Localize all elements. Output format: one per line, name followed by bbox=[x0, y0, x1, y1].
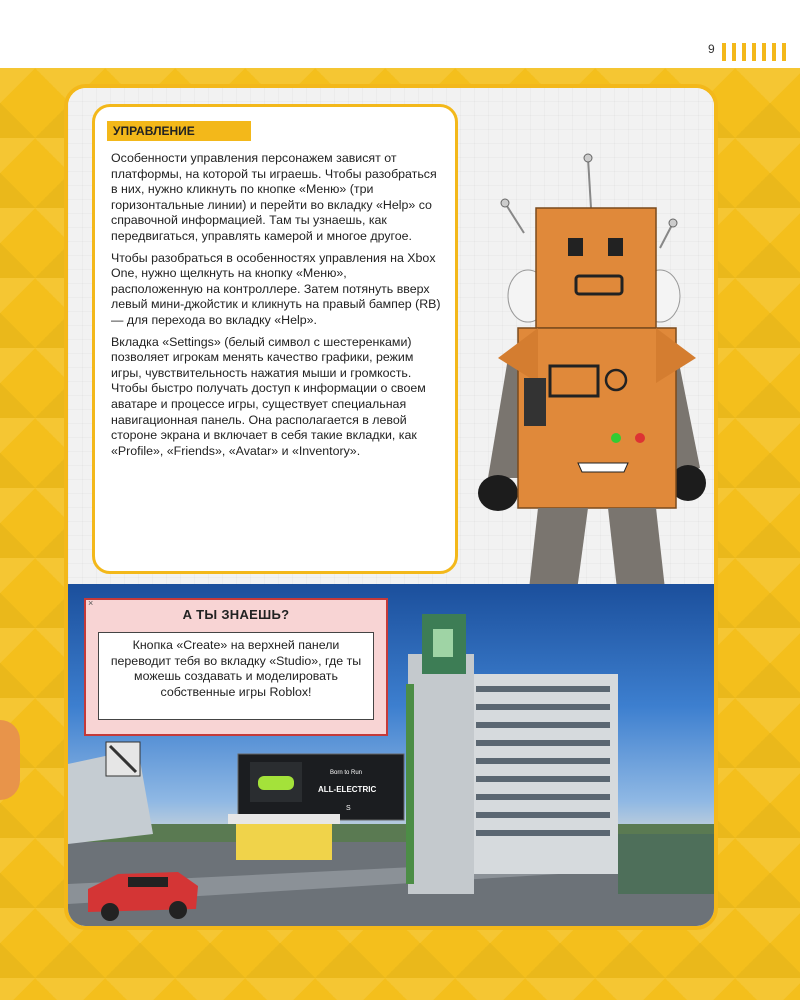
did-you-know-title: А ТЫ ЗНАЕШЬ? bbox=[182, 607, 290, 622]
did-you-know-box bbox=[84, 598, 388, 736]
controls-paragraph-2: Чтобы разобраться в особенностях управления на Xbox One, нужно щелкнуть на кнопку «Меню», расположенную на контроллере. Затем потянуть вверх левый мини-джойстик и кликнуть на правый бампер (RB) — для перехода во вкладку «Help». bbox=[111, 250, 441, 327]
background-character-fragment bbox=[0, 720, 20, 800]
content-card bbox=[64, 84, 718, 930]
billboard-line-1: Born to Run bbox=[330, 770, 363, 776]
controls-paragraph-1: Особенности управления персонажем зависят от платформы, на которой ты играешь. Чтобы разобраться в них, нужно кликнуть по кнопке «Меню» (три горизонтальные линии) и перейти во вкладку «Help» со справочной информацией. Там ты узнаешь, как передвигаться, управлять камерой и многое другое. bbox=[111, 151, 437, 243]
billboard-line-3: S bbox=[346, 805, 351, 812]
robot-avatar-image bbox=[428, 148, 708, 588]
controls-paragraph-3: Вкладка «Settings» (белый символ с шестеренками) позволяет игрокам менять качество графики, режим игры, чувствительность нажатия мыши и громкость. Чтобы быстро получать доступ к информации о своем аватаре и процессе игры, существует специальная навигационная панель. Она располагается в левой стороне экрана и включает в себя такие вкладки, как «Profile», «Friends», «Avatar» и «Inventory». bbox=[111, 334, 426, 458]
section-heading: УПРАВЛЕНИЕ bbox=[107, 121, 251, 141]
controls-text-box bbox=[92, 104, 458, 574]
page-header bbox=[0, 0, 800, 68]
close-icon: × bbox=[88, 598, 94, 608]
page-stripes-decoration bbox=[722, 43, 786, 61]
did-you-know-text: Кнопка «Create» на верхней панели переводит тебя во вкладку «Studio», где ты можешь создавать и моделировать собственные игры Roblox! bbox=[98, 632, 374, 720]
billboard-line-2: ALL-ELECTRIC bbox=[318, 785, 377, 794]
game-screenshot bbox=[68, 584, 714, 930]
page-number: 9 bbox=[708, 42, 715, 56]
